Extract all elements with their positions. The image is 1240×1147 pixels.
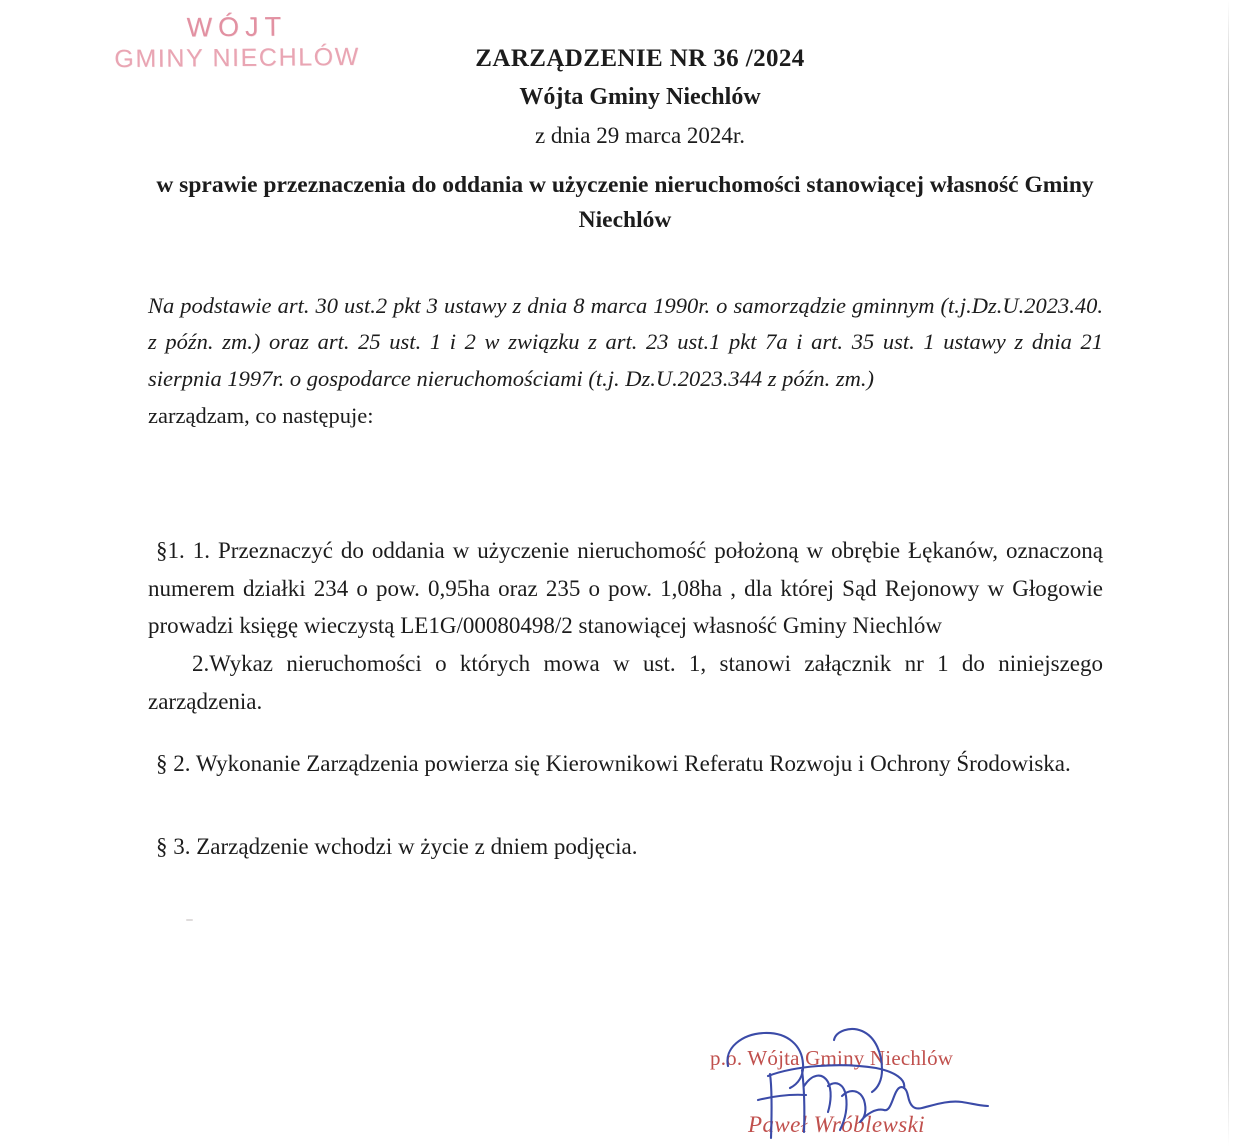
signature-stamp-role: p.o. Wójta Gminy Niechlów	[710, 1046, 954, 1070]
document-title-block	[320, 42, 960, 152]
scan-edge-artifact	[1228, 0, 1229, 1147]
section-1-paragraph-2: 2.Wykaz nieruchomości o których mowa w ust. 1, stanowi załącznik nr 1 do niniejszego zarządzenia.	[148, 651, 1103, 714]
section-3-paragraph: § 3. Zarządzenie wchodzi w życie z dniem podjęcia.	[156, 834, 638, 859]
document-subject: w sprawie przeznaczenia do oddania w użyczenie nieruchomości stanowiącej własność Gminy Niechlów	[156, 172, 1094, 234]
legal-basis-closing: zarządzam, co następuje:	[148, 403, 374, 429]
section-1-block	[148, 532, 1103, 721]
document-date: z dnia 29 marca 2024r.	[534, 122, 746, 148]
office-stamp-line-1: WÓJT	[186, 11, 288, 43]
legal-basis-text: Na podstawie art. 30 ust.2 pkt 3 ustawy z dnia 8 marca 1990r. o samorządzie gminnym (t.j.Dz.U.2023.40. z późn. zm.) oraz art. 25 ust. 1 i 2 w związku z art. 23 ust.1 pkt 7a i art. 35 ust. 1 ustawy z dnia 21 sierpnia 1997r. o gospodarce nieruchomościami (t.j. Dz.U.2023.344 z późn. zm.)	[148, 293, 1103, 391]
document-title: ZARZĄDZENIE NR 36 /2024	[475, 45, 805, 72]
section-2-paragraph: § 2. Wykonanie Zarządzenia powierza się Kierownikowi Referatu Rozwoju i Ochrony Środowiska.	[156, 751, 1071, 776]
legal-basis-paragraph	[148, 288, 1103, 435]
scan-speck-artifact	[186, 919, 193, 921]
signature-block	[690, 1026, 1020, 1147]
signature-stamp-name: Paweł Wróblewski	[748, 1112, 925, 1137]
office-stamp-line-2: GMINY NIECHLÓW	[114, 43, 361, 74]
section-1-paragraph-1: §1. 1. Przeznaczyć do oddania w użyczenie nieruchomość położoną w obrębie Łękanów, oznaczoną numerem działki 234 o pow. 0,95ha oraz 235 o pow. 1,08ha , dla której Sąd Rejonowy w Głogowie prowadzi księgę wieczystą LE1G/00080498/2 stanowiącej własność Gminy Niechlów	[148, 538, 1103, 639]
document-title-authority: Wójta Gminy Niechlów	[519, 83, 761, 110]
